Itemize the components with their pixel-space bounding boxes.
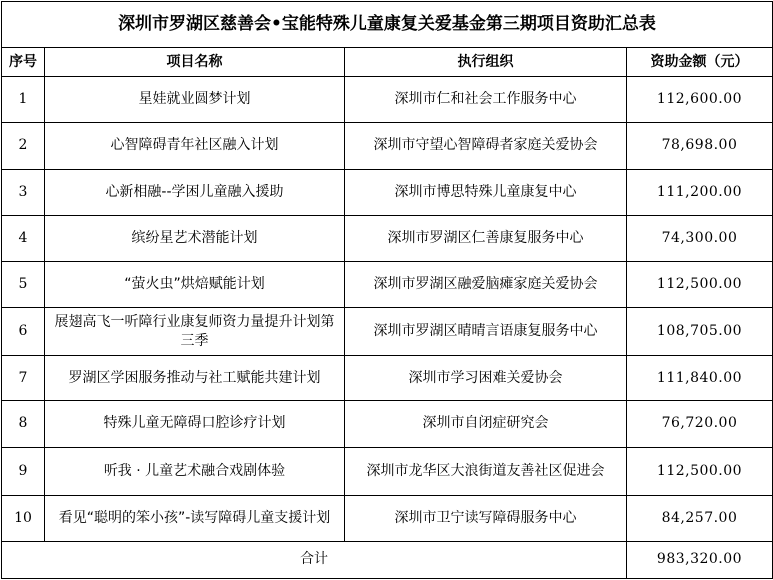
table-row — [2, 215, 773, 261]
header-project-name: 项目名称 — [45, 48, 345, 77]
organization-name: 深圳市自闭症研究会 — [345, 401, 627, 447]
header-amount: 资助金额（元） — [627, 48, 773, 77]
header-row — [2, 48, 773, 77]
project-name: 心智障碍青年社区融入计划 — [45, 123, 345, 169]
table-row — [2, 77, 773, 123]
organization-name: 深圳市龙华区大浪街道友善社区促进会 — [345, 447, 627, 495]
funding-amount: 76,720.00 — [627, 401, 773, 447]
table-row — [2, 495, 773, 541]
organization-name: 深圳市博思特殊儿童康复中心 — [345, 169, 627, 215]
row-number: 3 — [2, 169, 45, 215]
table-row — [2, 123, 773, 169]
total-label: 合计 — [2, 541, 627, 578]
project-name: 缤纷星艺术潜能计划 — [45, 215, 345, 261]
funding-amount: 108,705.00 — [627, 308, 773, 356]
project-name: 星娃就业圆梦计划 — [45, 77, 345, 123]
header-organization: 执行组织 — [345, 48, 627, 77]
organization-name: 深圳市守望心智障碍者家庭关爱协会 — [345, 123, 627, 169]
funding-amount: 84,257.00 — [627, 495, 773, 541]
project-name: “萤火虫”烘焙赋能计划 — [45, 261, 345, 307]
title-row — [2, 2, 773, 48]
table-row — [2, 261, 773, 307]
table-row — [2, 401, 773, 447]
row-number: 10 — [2, 495, 45, 541]
funding-amount: 112,500.00 — [627, 261, 773, 307]
total-amount: 983,320.00 — [627, 541, 773, 578]
header-no: 序号 — [2, 48, 45, 77]
organization-name: 深圳市学习困难关爱协会 — [345, 356, 627, 401]
project-name: 看见“聪明的笨小孩”-读写障碍儿童支援计划 — [45, 495, 345, 541]
table-row — [2, 356, 773, 401]
organization-name: 深圳市罗湖区仁善康复服务中心 — [345, 215, 627, 261]
funding-amount: 112,600.00 — [627, 77, 773, 123]
row-number: 7 — [2, 356, 45, 401]
funding-amount: 74,300.00 — [627, 215, 773, 261]
project-name: 展翅高飞一听障行业康复师资力量提升计划第三季 — [45, 308, 345, 356]
funding-amount: 112,500.00 — [627, 447, 773, 495]
row-number: 9 — [2, 447, 45, 495]
project-name: 心新相融--学困儿童融入援助 — [45, 169, 345, 215]
project-name: 特殊儿童无障碍口腔诊疗计划 — [45, 401, 345, 447]
organization-name: 深圳市罗湖区融爱脑瘫家庭关爱协会 — [345, 261, 627, 307]
table-row — [2, 169, 773, 215]
row-number: 2 — [2, 123, 45, 169]
organization-name: 深圳市卫宁读写障碍服务中心 — [345, 495, 627, 541]
table-body — [2, 77, 773, 542]
organization-name: 深圳市罗湖区晴晴言语康复服务中心 — [345, 308, 627, 356]
organization-name: 深圳市仁和社会工作服务中心 — [345, 77, 627, 123]
project-name: 听我 · 儿童艺术融合戏剧体验 — [45, 447, 345, 495]
table-row — [2, 308, 773, 356]
project-name: 罗湖区学困服务推动与社工赋能共建计划 — [45, 356, 345, 401]
table-title: 深圳市罗湖区慈善会•宝能特殊儿童康复关爱基金第三期项目资助汇总表 — [2, 2, 773, 48]
funding-amount: 78,698.00 — [627, 123, 773, 169]
row-number: 1 — [2, 77, 45, 123]
row-number: 4 — [2, 215, 45, 261]
row-number: 6 — [2, 308, 45, 356]
total-row — [2, 541, 773, 578]
row-number: 8 — [2, 401, 45, 447]
funding-summary-table — [1, 1, 773, 579]
row-number: 5 — [2, 261, 45, 307]
funding-amount: 111,840.00 — [627, 356, 773, 401]
table-row — [2, 447, 773, 495]
funding-amount: 111,200.00 — [627, 169, 773, 215]
